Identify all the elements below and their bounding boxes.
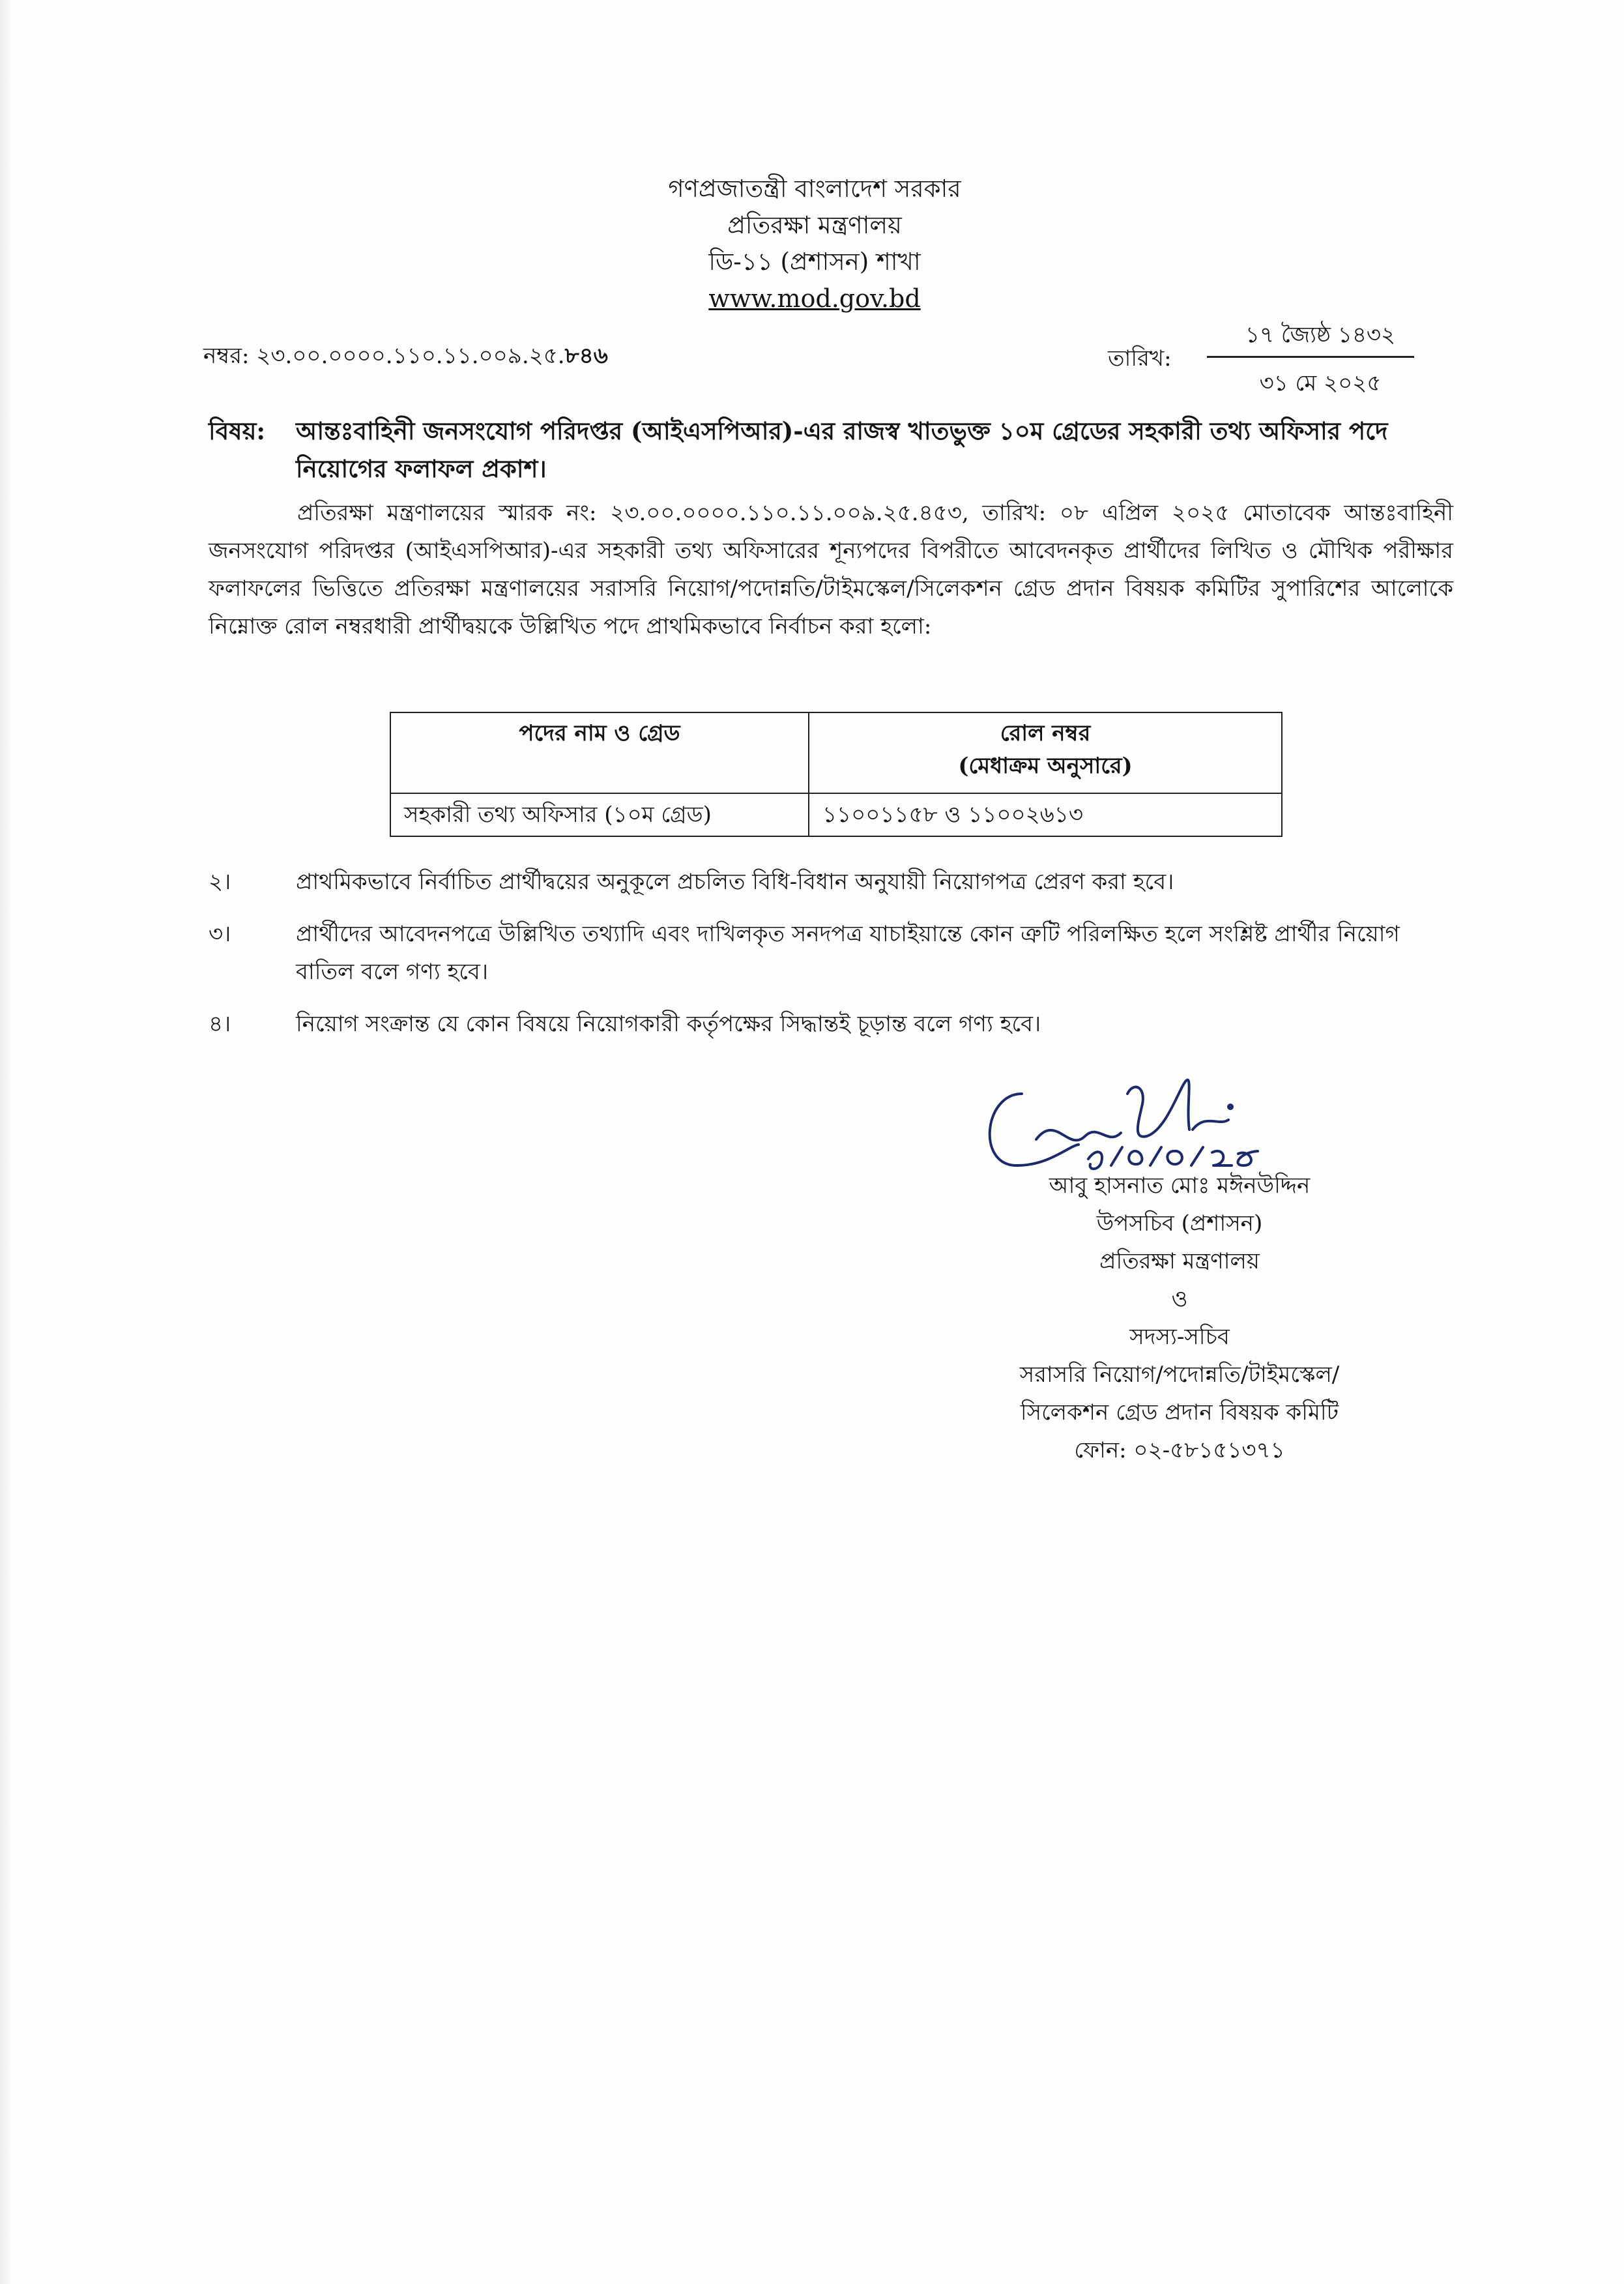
date-block xyxy=(1108,318,1414,409)
handwritten-signature xyxy=(971,1068,1303,1179)
item-text: প্রাথমিকভাবে নির্বাচিত প্রার্থীদ্বয়ের অনুকূলে প্রচলিত বিধি-বিধান অনুযায়ী নিয়োগপত্র প্রেরণ করা হবে। xyxy=(296,869,1174,895)
result-table xyxy=(390,712,1283,837)
branch-name: ডি-১১ (প্রশাসন) শাখা xyxy=(708,248,921,276)
table-row xyxy=(390,793,1282,836)
table-header-row xyxy=(390,712,1282,793)
committee-line-2: সিলেকশন গ্রেড প্রদান বিষয়ক কমিটি xyxy=(1020,1399,1339,1426)
post-grade-header: পদের নাম ও গ্রেড xyxy=(390,712,809,793)
government-name: গণপ্রজাতন্ত্রী বাংলাদেশ সরকার xyxy=(668,175,961,203)
memo-label: নম্বর: xyxy=(203,343,250,369)
item-number: ৪। xyxy=(209,1011,231,1037)
roll-header-line2: (মেধাক্রম অনুসারে) xyxy=(958,753,1133,779)
roll-numbers-cell: ১১০০১১৫৮ ও ১১০০২৬১৩ xyxy=(809,793,1282,836)
numbered-items xyxy=(209,863,1453,1057)
subject-label: বিষয়: xyxy=(209,417,266,445)
body-paragraph: প্রতিরক্ষা মন্ত্রণালয়ের স্মারক নং: ২৩.০০.০০০০.১১০.১১.০০৯.২৫.৪৫৩, তারিখ: ০৮ এপ্রিল ২০২৫ মোতাবেক আন্তঃবাহিনী জনসংযোগ পরিদপ্তর (আইএসপিআর)-এর সহকারী তথ্য অফিসারের শূন্যপদের বিপরীতে আবেদনকৃত প্রার্থীদের লিখিত ও মৌখিক পরীক্ষার ফলাফলের ভিত্তিতে প্রতিরক্ষা মন্ত্রণালয়ের সরাসরি নিয়োগ/পদোন্নতি/টাইমস্কেল/সিলেকশন গ্রেড প্রদান বিষয়ক কমিটির সুপারিশের আলোকে নিম্নোক্ত রোল নম্বরধারী প্রার্থীদ্বয়কে উল্লিখিত পদে প্রাথমিকভাবে নির্বাচন করা হলো: xyxy=(209,500,1453,639)
signatory-block xyxy=(899,1167,1460,1469)
date-divider xyxy=(1207,356,1414,358)
roll-number-header xyxy=(809,712,1282,793)
item-text: প্রার্থীদের আবেদনপত্রে উল্লিখিত তথ্যাদি এবং দাখিলকৃত সনদপত্র যাচাইয়ান্তে কোন ত্রুটি পরিলক্ষিত হলে সংশ্লিষ্ট প্রার্থীর নিয়োগ বাতিল বলে গণ্য হবে। xyxy=(296,921,1400,985)
ministry-name: প্রতিরক্ষা মন্ত্রণালয় xyxy=(727,211,902,239)
scan-edge-shadow xyxy=(0,0,12,2284)
letterhead xyxy=(456,171,1173,317)
memo-number-text: ২৩.০০.০০০০.১১০.১১.০০৯.২৫. xyxy=(256,343,565,369)
subject-text: আন্তঃবাহিনী জনসংযোগ পরিদপ্তর (আইএসপিআর)-এর রাজস্ব খাতভুক্ত ১০ম গ্রেডের সহকারী তথ্য অফিসার পদে নিয়োগের ফলাফল প্রকাশ। xyxy=(296,417,1388,483)
list-item xyxy=(209,1005,1453,1043)
list-item xyxy=(209,863,1453,901)
post-cell: সহকারী তথ্য অফিসার (১০ম গ্রেড) xyxy=(390,793,809,836)
signatory-designation: উপসচিব (প্রশাসন) xyxy=(1096,1210,1263,1237)
date-bangla: ১৭ জ্যৈষ্ঠ ১৪৩২ xyxy=(1245,322,1396,348)
list-item xyxy=(209,915,1453,991)
signatory-ministry: প্রতিরক্ষা মন্ত্রণালয় xyxy=(1099,1248,1260,1274)
roll-header-line1: রোল নম্বর xyxy=(1000,720,1091,746)
date-label: তারিখ: xyxy=(1108,345,1172,372)
item-number: ৩। xyxy=(209,921,231,947)
signatory-name: আবু হাসনাত মোঃ মঈনউদ্দিন xyxy=(1049,1173,1311,1199)
signatory-conjunction: ও xyxy=(1171,1286,1188,1312)
website-link[interactable]: www.mod.gov.bd xyxy=(708,284,921,313)
memo-number-bold: ৮৪৬ xyxy=(564,343,608,369)
date-english: ৩১ মে ২০২৫ xyxy=(1259,370,1382,396)
signatory-role: সদস্য-সচিব xyxy=(1129,1324,1230,1350)
item-number: ২। xyxy=(209,869,231,895)
item-text: নিয়োগ সংক্রান্ত যে কোন বিষয়ে নিয়োগকারী কর্তৃপক্ষের সিদ্ধান্তই চূড়ান্ত বলে গণ্য হবে। xyxy=(296,1011,1041,1037)
memo-number xyxy=(203,339,608,376)
signatory-phone: ফোন: ০২-৫৮১৫১৩৭১ xyxy=(1074,1437,1285,1463)
committee-line-1: সরাসরি নিয়োগ/পদোন্নতি/টাইমস্কেল/ xyxy=(1019,1362,1340,1388)
